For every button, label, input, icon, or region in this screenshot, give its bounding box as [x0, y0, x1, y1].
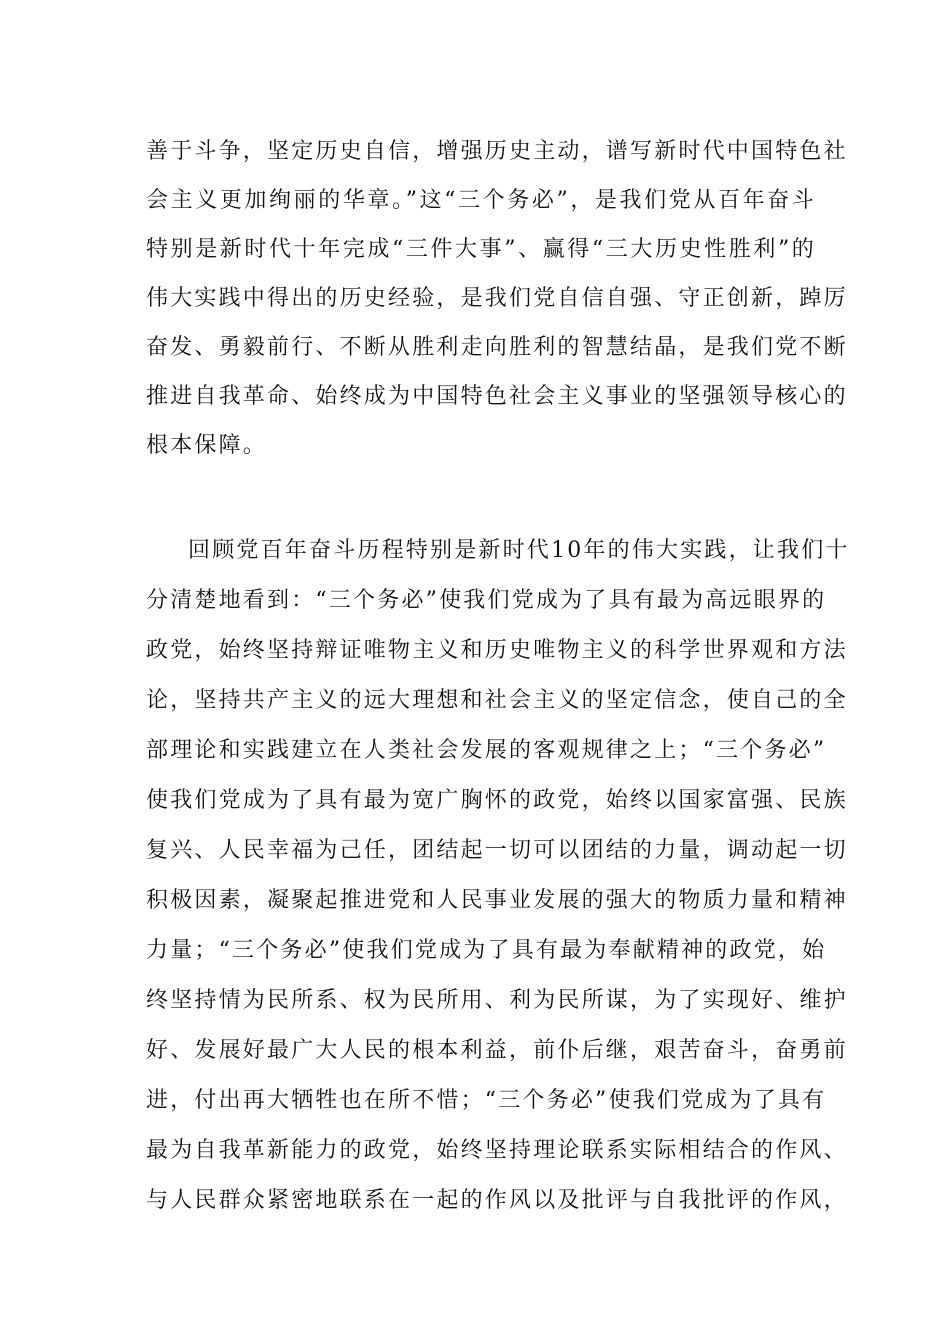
paragraph-line: 终坚持情为民所系、权为民所用、利为民所谋，为了实现好、维护 [146, 988, 848, 1013]
paragraph-line: 最为自我革新能力的政党，始终坚持理论联系实际相结合的作风、 [146, 1138, 848, 1163]
paragraph-line: 特别是新时代十年完成“三件大事”、赢得“三大历史性胜利”的 [146, 237, 816, 262]
paragraph-line: 与人民群众紧密地联系在一起的作风以及批评与自我批评的作风， [146, 1188, 848, 1213]
paragraph-line: 力量；“三个务必”使我们党成为了具有最为奉献精神的政党，始 [146, 938, 827, 963]
paragraph-line: 使我们党成为了具有最为宽广胸怀的政党，始终以国家富强、民族 [146, 788, 848, 813]
paragraph-line: 部理论和实践建立在人类社会发展的客观规律之上；“三个务必” [146, 738, 827, 763]
paragraph-line: 进，付出再大牺牲也在所不惜；“三个务必”使我们党成为了具有 [146, 1088, 827, 1113]
paragraph-line: 根本保障。 [146, 433, 268, 458]
paragraph-line: 复兴、人民幸福为己任，团结起一切可以团结的力量，调动起一切 [146, 838, 848, 863]
paragraph-line: 分清楚地看到：“三个务必”使我们党成为了具有最为高远眼界的 [146, 588, 827, 613]
paragraph-line: 积极因素，凝聚起推进党和人民事业发展的强大的物质力量和精神 [146, 888, 848, 913]
paragraph-line: 论，坚持共产主义的远大理想和社会主义的坚定信念，使自己的全 [146, 688, 848, 713]
paragraph-line: 善于斗争，坚定历史自信，增强历史主动，谱写新时代中国特色社 [146, 139, 848, 164]
paragraph-line: 伟大实践中得出的历史经验，是我们党自信自强、守正创新，踔厉 [146, 286, 848, 311]
paragraph-line: 奋发、勇毅前行、不断从胜利走向胜利的智慧结晶，是我们党不断 [146, 335, 848, 360]
paragraph-line: 政党，始终坚持辩证唯物主义和历史唯物主义的科学世界观和方法 [146, 638, 848, 663]
paragraph-line: 好、发展好最广大人民的根本利益，前仆后继，艰苦奋斗，奋勇前 [146, 1038, 848, 1063]
paragraph-line: 推进自我革命、始终成为中国特色社会主义事业的坚强领导核心的 [146, 384, 848, 409]
paragraph-line: 回顾党百年奋斗历程特别是新时代10年的伟大实践，让我们十 [188, 538, 850, 563]
paragraph-line: 会主义更加绚丽的华章。”这“三个务必”，是我们党从百年奋斗 [146, 188, 816, 213]
